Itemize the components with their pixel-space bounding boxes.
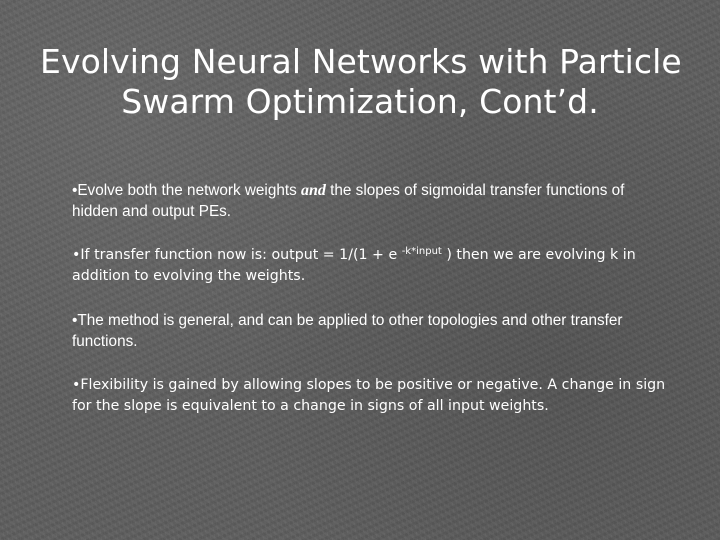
bullet-list — [72, 180, 672, 440]
bullet-text: Flexibility is gained by allowing slopes to be positive or negative. A change in sign for the slope is equivalent to a change in signs of all input weights. — [72, 377, 666, 414]
slide-title — [40, 42, 680, 122]
bullet-item-evolve-weights-and-slopes — [72, 180, 672, 222]
emphasis-word: and — [301, 182, 326, 199]
bullet-item-flexibility — [72, 375, 672, 417]
bullet-text: If transfer function now is: output = 1/(1 + e — [80, 247, 402, 263]
bullet-item-general-method — [72, 310, 672, 352]
bullet-marker: • — [72, 182, 78, 199]
bullet-text: The method is general, and can be applied to other topologies and other transfer functions. — [72, 312, 623, 350]
bullet-item-transfer-function — [72, 245, 672, 287]
slide-title-line-2: Swarm Optimization, Cont’d. — [121, 82, 599, 121]
bullet-text: the slopes of sigmoidal transfer functions of hidden and output PEs. — [72, 182, 625, 220]
bullet-marker: • — [72, 377, 81, 393]
bullet-marker: • — [72, 312, 78, 329]
bullet-text: ) then we are evolving k in addition to evolving the weights. — [72, 247, 636, 284]
slide-title-line-1: Evolving Neural Networks with Particle — [40, 42, 682, 81]
exponent-superscript: -k*input — [401, 246, 442, 257]
bullet-marker: • — [72, 247, 81, 263]
bullet-text: Evolve both the network weights — [77, 182, 301, 199]
